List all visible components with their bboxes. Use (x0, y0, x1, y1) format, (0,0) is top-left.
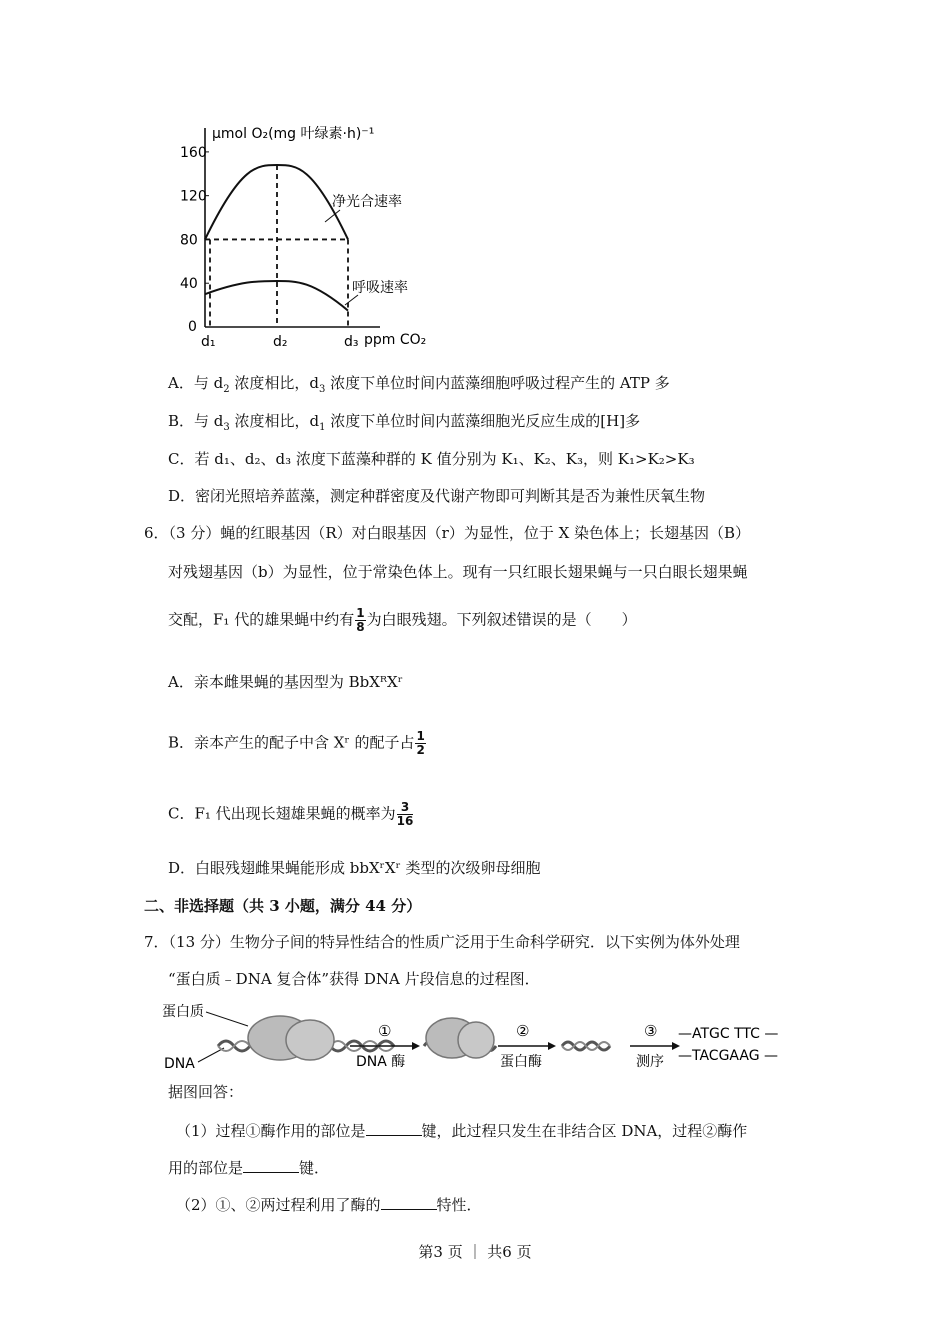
q6-option-a: A．亲本雌果蝇的基因型为 BbXᴿXʳ (168, 673, 403, 691)
section-heading: 二、非选择题（共 3 小题，满分 44 分） (144, 897, 422, 915)
q7-answer-intro: 据图回答： (168, 1083, 244, 1101)
y-tick-label: 40 (180, 276, 198, 293)
y-axis-label: μmol O₂(mg 叶绿素·h)⁻¹ (212, 126, 375, 142)
q7-line1: 7．（13 分）生物分子间的特异性结合的性质广泛用于生命科学研究．以下实例为体外处理 (144, 933, 740, 951)
dna-pointer (198, 1048, 224, 1062)
x-tick-label: d₁ (201, 334, 216, 350)
protein-complex-2b (458, 1022, 494, 1058)
q6-line3: 交配，F₁ 代的雄果蝇中约有 $\frac{1}{8}$ 为白眼残翅。下列叙述错误的是（ ） (168, 606, 637, 634)
q7-part1-line1: （1）过程①酶作用的部位是 键，此过程只发生在非结合区 DNA，过程②酶作 (176, 1122, 748, 1140)
step2-label: 蛋白酶 (500, 1054, 542, 1070)
q6-option-b: B．亲本产生的配子中含 Xʳ 的配子占 $\frac{1}{2}$ (168, 729, 425, 757)
protein-label: 蛋白质 (162, 1004, 204, 1020)
arrow-1-head (412, 1042, 420, 1050)
q6-line2: 对残翅基因（b）为显性，位于常染色体上。现有一只红眼长翅果蝇与一只白眼长翅果蝇 (168, 563, 748, 581)
fraction-3-16: $\frac{3}{16}$ (396, 800, 414, 828)
series-label-resp: 呼吸速率 (352, 280, 408, 296)
rate-chart (180, 120, 460, 360)
step3-label: 测序 (636, 1054, 664, 1070)
fraction-1-8: $\frac{1}{8}$ (356, 606, 365, 634)
answer-blank-1[interactable] (366, 1121, 422, 1136)
step1-label: DNA 酶 (356, 1054, 406, 1070)
step1-number: ① (378, 1022, 392, 1040)
answer-blank-2[interactable] (243, 1158, 299, 1173)
dna-label: DNA (164, 1056, 195, 1072)
protein-complex-1b (286, 1020, 334, 1060)
q5-option-d: D．密闭光照培养蓝藻，测定种群密度及代谢产物即可判断其是否为兼性厌氧生物 (168, 487, 706, 505)
fraction-1-2: $\frac{1}{2}$ (416, 729, 425, 757)
q5-option-c: C．若 d₁、d₂、d₃ 浓度下蓝藻种群的 K 值分别为 K₁、K₂、K₃，则 K₁>K₂>K₃ (168, 450, 695, 468)
step3-number: ③ (644, 1022, 658, 1040)
q6-line1: 6．（3 分）蝇的红眼基因（R）对白眼基因（r）为显性，位于 X 染色体上；长翅基因（B） (144, 524, 751, 542)
series-pointer-resp (345, 295, 358, 305)
y-tick-label: 160 (180, 144, 207, 161)
q6-option-c: C．F₁ 代出现长翅雄果蝇的概率为 $\frac{3}{16}$ (168, 800, 414, 828)
y-tick-label: 80 (180, 232, 198, 249)
page-footer: 第3 页 ｜ 共6 页 (418, 1243, 532, 1261)
q7-line2: “蛋白质﹣DNA 复合体”获得 DNA 片段信息的过程图． (168, 970, 540, 988)
answer-blank-3[interactable] (381, 1195, 437, 1210)
q6-option-d: D．白眼残翅雌果蝇能形成 bbXʳXʳ 类型的次级卵母细胞 (168, 859, 541, 877)
q7-part1-line2: 用的部位是 键． (168, 1159, 330, 1177)
arrow-2-head (548, 1042, 556, 1050)
y-tick-label: 0 (188, 319, 197, 335)
process-diagram (160, 998, 800, 1074)
protein-pointer (206, 1012, 248, 1026)
sequence-top: —ATGC TTC — (678, 1026, 779, 1042)
x-axis-label: ppm CO₂ (364, 332, 427, 348)
x-tick-label: d₂ (273, 334, 288, 350)
x-tick-label: d₃ (344, 334, 359, 350)
q5-option-b: B．与 $d_3$ 浓度相比，$d_1$ 浓度下单位时间内蓝藻细胞光反应生成的[H]多 (168, 412, 641, 433)
y-tick-label: 120 (180, 188, 207, 205)
q5-option-a: A．与 $d_2$ 浓度相比，$d_3$ 浓度下单位时间内蓝藻细胞呼吸过程产生的 ATP 多 (168, 374, 670, 395)
step2-number: ② (516, 1022, 530, 1040)
q7-part2: （2）①、②两过程利用了酶的 特性． (176, 1196, 482, 1214)
sequence-bottom: —TACGAAG — (678, 1048, 779, 1064)
series-label-net: 净光合速率 (332, 194, 402, 210)
